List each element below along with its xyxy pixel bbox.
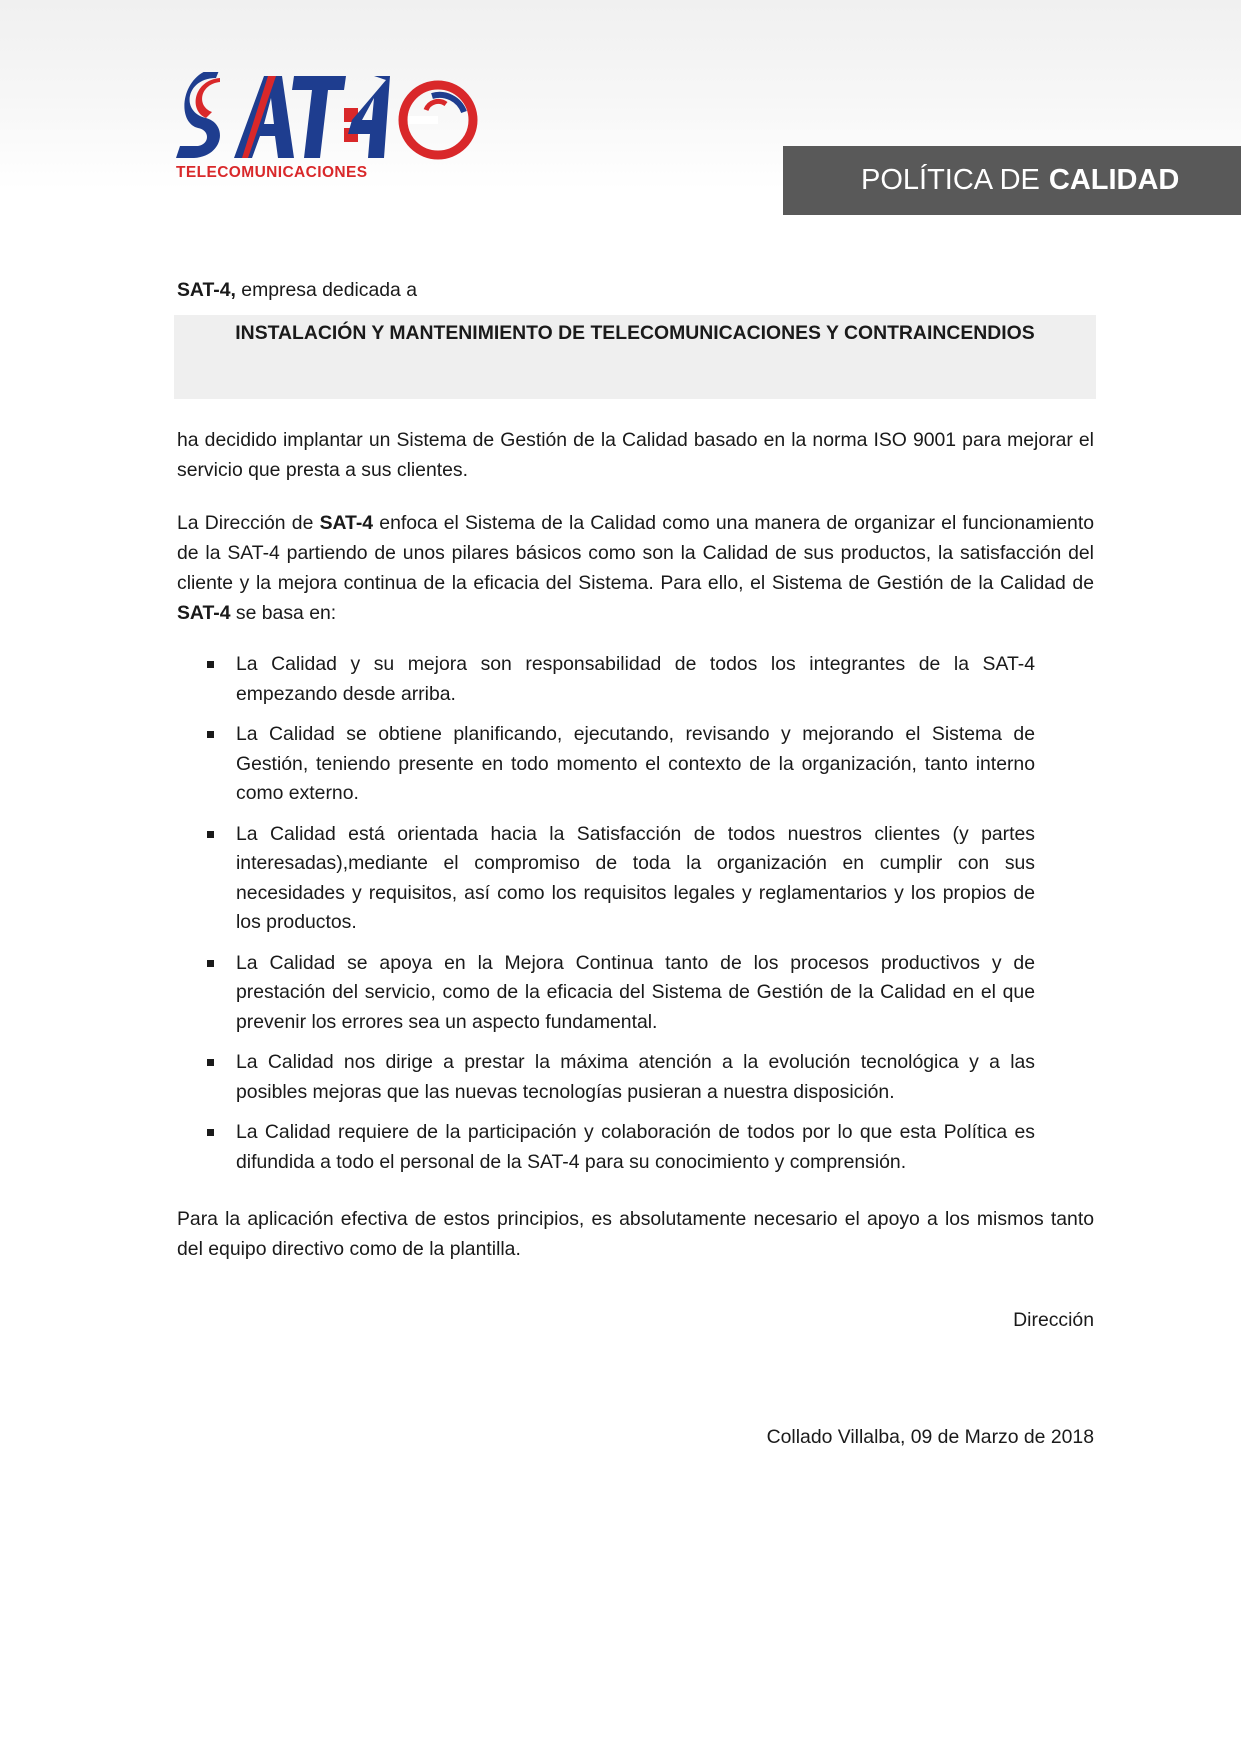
document-title-bold: CALIDAD: [1048, 164, 1180, 196]
list-item: [207, 720, 1035, 809]
bullet-icon: [207, 831, 214, 838]
paragraph-direction-part1: La Dirección de: [177, 512, 320, 534]
list-item: [207, 650, 1035, 709]
paragraph-support: Para la aplicación efectiva de estos principios, es absolutamente necesario el apoyo a los mismos tanto del equipo directivo como de la plantilla.: [177, 1208, 1094, 1260]
intro-line: [177, 275, 1094, 305]
company-logo: [176, 72, 481, 184]
list-item-text: La Calidad requiere de la participación y colaboración de todos por lo que esta Política es difundida a todo el personal de la SAT-4 para su conocimiento y comprensión.: [236, 1121, 1035, 1173]
bullet-icon: [207, 1129, 214, 1136]
bullet-icon: [207, 1059, 214, 1066]
document-title-bar: [783, 146, 1241, 215]
company-activity: INSTALACIÓN Y MANTENIMIENTO DE TELECOMUNICACIONES Y CONTRAINCENDIOS: [235, 322, 1035, 344]
paragraph-iso: ha decidido implantar un Sistema de Gestión de la Calidad basado en la norma ISO 9001 para mejorar el servicio que presta a sus clientes.: [177, 429, 1094, 481]
paragraph-direction-company1: SAT-4: [319, 512, 374, 534]
paragraph-direction-part2: enfoca el Sistema de la Calidad como una manera de organizar el funcionamiento de la SAT-4 partiendo de unos pilares básicos como son la Calidad de sus productos, la satisfacción del cliente y la mejora continua de la eficacia del Sistema. Para ello, el Sistema de Gestión de la Calidad de: [177, 512, 1094, 594]
list-item-text: La Calidad está orientada hacia la Satisfacción de todos nuestros clientes (y partes interesadas),mediante el compromiso de toda la organización en cumplir con sus necesidades y requisitos, así como los requisitos legales y reglamentarios y los propios de los productos.: [236, 822, 1035, 933]
paragraph-direction-company2: SAT-4: [177, 602, 231, 624]
list-item: [207, 949, 1035, 1038]
list-item: [207, 1118, 1035, 1177]
paragraph-direction-part3: se basa en:: [230, 602, 337, 624]
list-item-text: La Calidad se obtiene planificando, ejecutando, revisando y mejorando el Sistema de Gestión, teniendo presente en todo momento el contexto de la organización, tanto interno como externo.: [236, 723, 1035, 804]
intro-text: empresa dedicada a: [235, 279, 418, 301]
bullet-icon: [207, 661, 214, 668]
document-title-regular: POLÍTICA DE: [861, 164, 1040, 196]
logo-subtitle: TELECOMUNICACIONES: [176, 164, 368, 181]
list-item-text: La Calidad nos dirige a prestar la máxima atención a la evolución tecnológica y a las posibles mejoras que las nuevas tecnologías pusieran a nuestra disposición.: [236, 1051, 1035, 1103]
principles-list: [207, 650, 1035, 1188]
bullet-icon: [207, 731, 214, 738]
signature: Dirección: [1013, 1309, 1094, 1331]
paragraph-direction: [177, 508, 1094, 628]
list-item: [207, 820, 1035, 938]
list-item-text: La Calidad se apoya en la Mejora Continua tanto de los procesos productivos y de prestación del servicio, como de la eficacia del Sistema de Gestión de la Calidad en el que prevenir los errores sea un aspecto fundamental.: [236, 951, 1035, 1033]
bullet-icon: [207, 960, 214, 967]
list-item: [207, 1048, 1035, 1107]
list-item-text: La Calidad y su mejora son responsabilidad de todos los integrantes de la SAT-4 empezando desde arriba.: [236, 653, 1035, 705]
place-date: Collado Villalba, 09 de Marzo de 2018: [766, 1426, 1094, 1448]
sat4-logo-icon: [176, 72, 481, 167]
intro-company: SAT-4,: [177, 279, 236, 301]
